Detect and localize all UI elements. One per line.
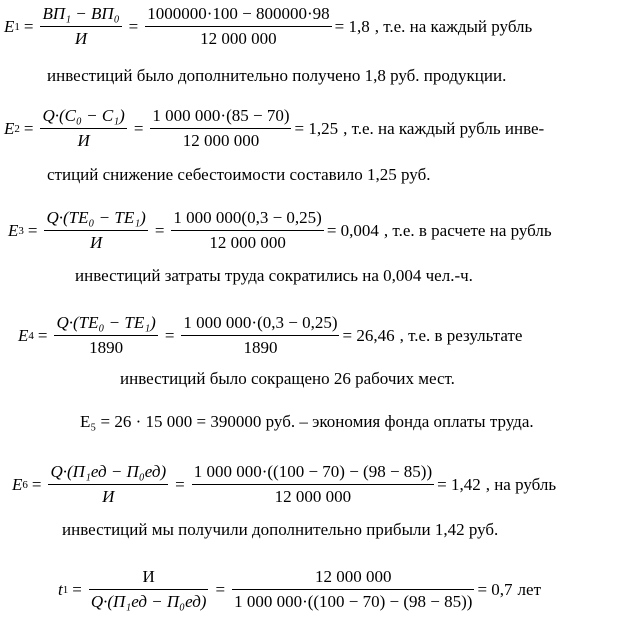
e1-result: = 1,8 (334, 16, 370, 36)
e4-den: 1890 (54, 335, 157, 358)
t1-sub: 1 (62, 583, 69, 596)
e3-den2: 12 000 000 (171, 230, 323, 253)
formula-e1: E 1 = $\frac{\text{ВП₁ − ВП₀}}{И}$ = $\frac{1000000\cdot 100 - 800000\cdot 98}{12 000 000}$ = 1,8 , т.е. на каждый рубль (4, 4, 533, 48)
t1-den2: 1 000 000·((100 − 70) − (98 − 85)) (232, 589, 474, 612)
e4-num2: 1 000 000·(0,3 − 0,25) (183, 313, 338, 332)
e4-label: E (18, 325, 29, 345)
e6-result: = 1,42 (437, 474, 481, 494)
formula-e3: E 3 = $\frac{\text{Q·(TE₀ − TE₁)}}{И}$ = $\frac{1 000 000(0,3 - 0,25)}{12 000 000}$ = 0,004 , т.е. в расчете на рубль (8, 208, 552, 252)
e3-sub: 3 (18, 224, 24, 237)
t1-den: Q·(П₁ед − П₀ед) (89, 589, 209, 612)
e4-num: Q·(TE₀ − TE₁) (56, 313, 156, 332)
e2-result: = 1,25 (294, 118, 339, 138)
e2-label: E (4, 118, 15, 138)
e6-continuation: инвестиций мы получили дополнительно прибыли 1,42 руб. (62, 520, 499, 539)
e3-label: E (8, 220, 19, 240)
e3-num: Q·(TE₀ − TE₁) (46, 208, 146, 227)
e6-num: Q·(П₁ед − П₀ед) (50, 462, 167, 481)
e6-den: И (48, 484, 168, 507)
e6-den2: 12 000 000 (192, 484, 434, 507)
e1-text: , т.е. на каждый рубль (374, 16, 533, 36)
e1-den2: 12 000 000 (145, 26, 331, 49)
e4-sub: 4 (28, 329, 34, 342)
e4-continuation: инвестиций было сокращено 26 рабочих мест. (120, 369, 455, 388)
e2-den: И (40, 128, 126, 151)
e6-num2: 1 000 000·((100 − 70) − (98 − 85)) (193, 462, 433, 481)
e4-result: = 26,46 (342, 325, 395, 345)
e4-text: , т.е. в результате (399, 325, 523, 345)
t1-num2: 12 000 000 (315, 567, 392, 586)
e1-continuation: инвестиций было дополнительно получено 1,8 руб. продукции. (47, 66, 507, 85)
t1-num: И (142, 567, 155, 586)
formula-t1: t 1 = $\frac{И}{\text{Q·(П₁ед − П₀ед)}}$ = $\frac{12 000 000}{1 000 000\cdot((100 - 70) - (98 - 85))}$ = 0,7 лет (58, 567, 542, 611)
e6-label: E (12, 474, 23, 494)
e2-num2: 1 000 000·(85 − 70) (152, 106, 290, 125)
e3-den: И (44, 230, 147, 253)
e4-den2: 1890 (181, 335, 339, 358)
e3-result: = 0,004 (326, 220, 379, 240)
e2-sub: 2 (14, 122, 20, 135)
t1-result: = 0,7 (477, 579, 513, 599)
e3-num2: 1 000 000(0,3 − 0,25) (173, 208, 322, 227)
e2-num: Q·(C₀ − C₁) (42, 106, 125, 125)
e2-text: , т.е. на каждый рубль инве- (343, 118, 545, 138)
t1-label: t (58, 579, 63, 599)
t1-text: лет (517, 579, 542, 599)
formula-e4: E 4 = $\frac{\text{Q·(TE₀ − TE₁)}}{1890}$ = $\frac{1 000 000\cdot(0,3 - 0,25)}{1890}$ = 26,46 , т.е. в результате (18, 313, 523, 357)
e3-continuation: инвестиций затраты труда сократились на 0,004 чел.-ч. (75, 266, 473, 285)
e2-continuation: стиций снижение себестоимости составило 1,25 руб. (47, 165, 431, 184)
formula-e5: E₅ = 26 · 15 000 = 390000 руб. – экономия фонда оплаты труда. (80, 412, 534, 431)
e1-num2: 1000000·100 − 800000·98 (147, 4, 330, 23)
formula-e2: E 2 = $\frac{\text{Q·(C₀ − C₁)}}{И}$ = $\frac{1 000 000\cdot(85 - 70)}{12 000 000}$ = 1,25 , т.е. на каждый рубль инве- (4, 106, 545, 150)
e3-text: , т.е. в расчете на рубль (383, 220, 552, 240)
e2-den2: 12 000 000 (150, 128, 291, 151)
e1-num: ВП₁ − ВП₀ (42, 4, 120, 23)
e1-label: E (4, 16, 15, 36)
e1-den: И (40, 26, 121, 49)
e1-sub: 1 (14, 20, 20, 33)
formula-e6: E 6 = $\frac{\text{Q·(П₁ед − П₀ед)}}{И}$ = $\frac{1 000 000\cdot((100 - 70) - (98 - 85))}{12 000 000}$ = 1,42 , на рубль (12, 462, 557, 506)
e6-sub: 6 (22, 478, 28, 491)
e6-text: , на рубль (485, 474, 557, 494)
